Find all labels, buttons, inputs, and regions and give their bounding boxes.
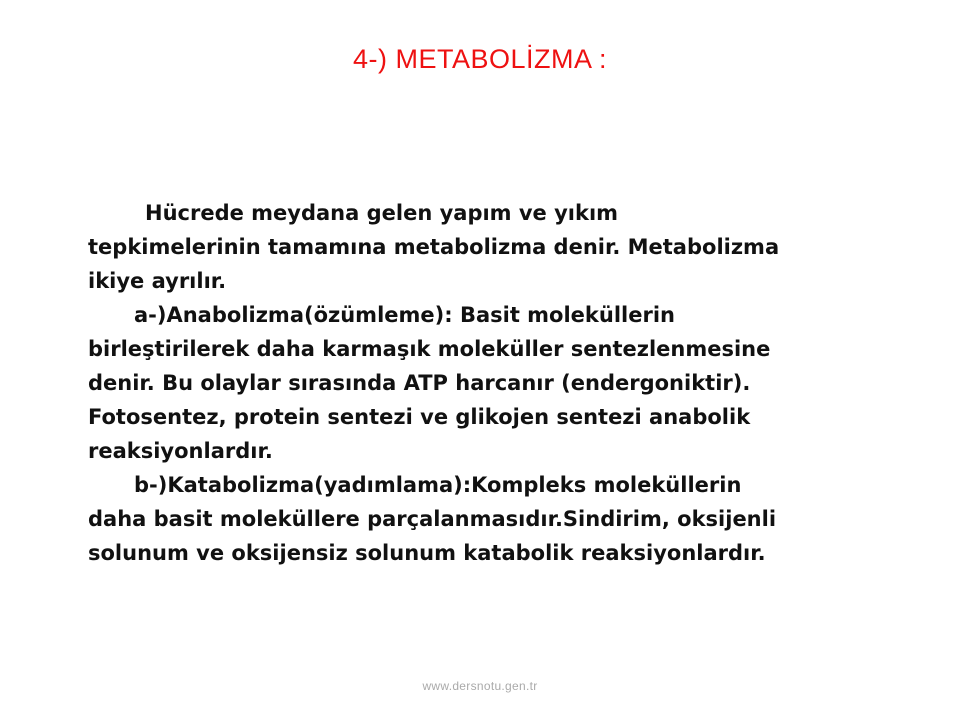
body-line: Fotosentez, protein sentezi ve glikojen sentezi anabolik	[88, 405, 751, 429]
slide-title: 4-) METABOLİZMA :	[352, 44, 608, 74]
body-line: solunum ve oksijensiz solunum katabolik reaksiyonlardır.	[88, 541, 766, 565]
body-line: a-)Anabolizma(özümleme): Basit moleküllerin	[134, 303, 675, 327]
body-line: denir. Bu olaylar sırasında ATP harcanır (endergoniktir).	[88, 371, 751, 395]
body-line: daha basit moleküllere parçalanmasıdır.Sindirim, oksijenli	[88, 507, 777, 531]
body-line: reaksiyonlardır.	[88, 439, 273, 463]
body-line: birleştirilerek daha karmaşık moleküller sentezlenmesine	[88, 337, 771, 361]
body-line: ikiye ayrılır.	[88, 269, 227, 293]
slide-body	[88, 196, 888, 570]
body-line: Hücrede meydana gelen yapım ve yıkım	[145, 201, 619, 225]
body-line: b-)Katabolizma(yadımlama):Kompleks moleküllerin	[134, 473, 742, 497]
footer-url: www.dersnotu.gen.tr	[422, 679, 538, 693]
body-line: tepkimelerinin tamamına metabolizma denir. Metabolizma	[88, 235, 780, 259]
